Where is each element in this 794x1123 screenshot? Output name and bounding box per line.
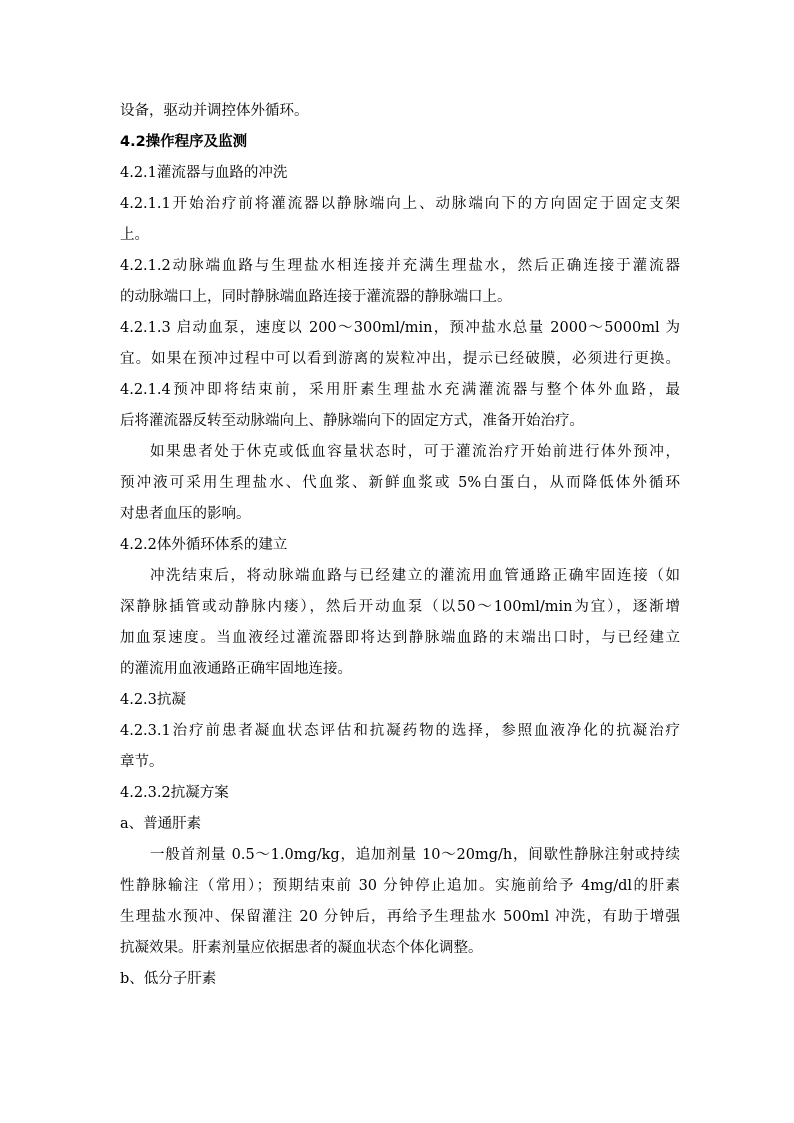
list-item-heading: b、低分子肝素 xyxy=(120,971,217,987)
subsection-heading: 4.2.2体外循环体系的建立 xyxy=(120,537,288,553)
section-heading: 4.2操作程序及监测 xyxy=(120,134,248,150)
paragraph-line: 的灌流用血液通路正确牢固地连接。 xyxy=(120,661,352,677)
paragraph-line: 对患者血压的影响。 xyxy=(120,506,251,522)
list-item-heading: a、普通肝素 xyxy=(120,816,202,832)
paragraph-line: 深静脉插管或动静脉内瘘），然后开动血泵（以50～100ml/min为宜），逐渐增 xyxy=(120,599,680,615)
paragraph-line: 的动脉端口上，同时静脉端血路连接于灌流器的静脉端口上。 xyxy=(120,289,512,305)
paragraph-line: 预冲液可采用生理盐水、代血浆、新鲜血浆或 5%白蛋白，从而降低体外循环 xyxy=(120,475,680,491)
paragraph-line: 4.2.3.1治疗前患者凝血状态评估和抗凝药物的选择，参照血液净化的抗凝治疗 xyxy=(120,723,680,739)
paragraph-line: 4.2.1.3 启动血泵，速度以 200～300ml/min，预冲盐水总量 2000～5000ml 为 xyxy=(120,320,680,336)
paragraph-line: 4.2.1.2动脉端血路与生理盐水相连接并充满生理盐水，然后正确连接于灌流器 xyxy=(120,258,680,274)
paragraph-line: 冲洗结束后，将动脉端血路与已经建立的灌流用血管通路正确牢固连接（如 xyxy=(150,568,680,584)
paragraph-line: 宜。如果在预冲过程中可以看到游离的炭粒冲出，提示已经破膜，必须进行更换。 xyxy=(120,351,680,367)
paragraph-line: 后将灌流器反转至动脉端向上、静脉端向下的固定方式，准备开始治疗。 xyxy=(120,413,584,429)
subsection-heading: 4.2.1灌流器与血路的冲洗 xyxy=(120,165,288,181)
paragraph-line: 抗凝效果。肝素剂量应依据患者的凝血状态个体化调整。 xyxy=(120,940,483,956)
paragraph-line: 加血泵速度。当血液经过灌流器即将达到静脉端血路的末端出口时，与已经建立 xyxy=(120,630,680,646)
text-line: 设备，驱动并调控体外循环。 xyxy=(120,103,309,119)
paragraph-line: 4.2.1.1开始治疗前将灌流器以静脉端向上、动脉端向下的方向固定于固定支架 xyxy=(120,196,680,212)
document-page xyxy=(120,96,680,995)
paragraph-line: 如果患者处于休克或低血容量状态时，可于灌流治疗开始前进行体外预冲， xyxy=(150,444,680,460)
paragraph-line: 4.2.1.4预冲即将结束前，采用肝素生理盐水充满灌流器与整个体外血路，最 xyxy=(120,382,680,398)
paragraph-line: 章节。 xyxy=(120,754,164,770)
paragraph-line: 上。 xyxy=(120,227,149,243)
paragraph-line: 性静脉输注（常用）；预期结束前 30 分钟停止追加。实施前给予 4mg/dl的肝素 xyxy=(120,878,680,894)
subsection-heading: 4.2.3.2抗凝方案 xyxy=(120,785,229,801)
subsection-heading: 4.2.3抗凝 xyxy=(120,692,186,708)
paragraph-line: 一般首剂量 0.5～1.0mg/kg，追加剂量 10～20mg/h，间歇性静脉注射或持续 xyxy=(150,847,680,863)
paragraph-line: 生理盐水预冲、保留灌注 20 分钟后，再给予生理盐水 500ml 冲洗，有助于增强 xyxy=(120,909,680,925)
